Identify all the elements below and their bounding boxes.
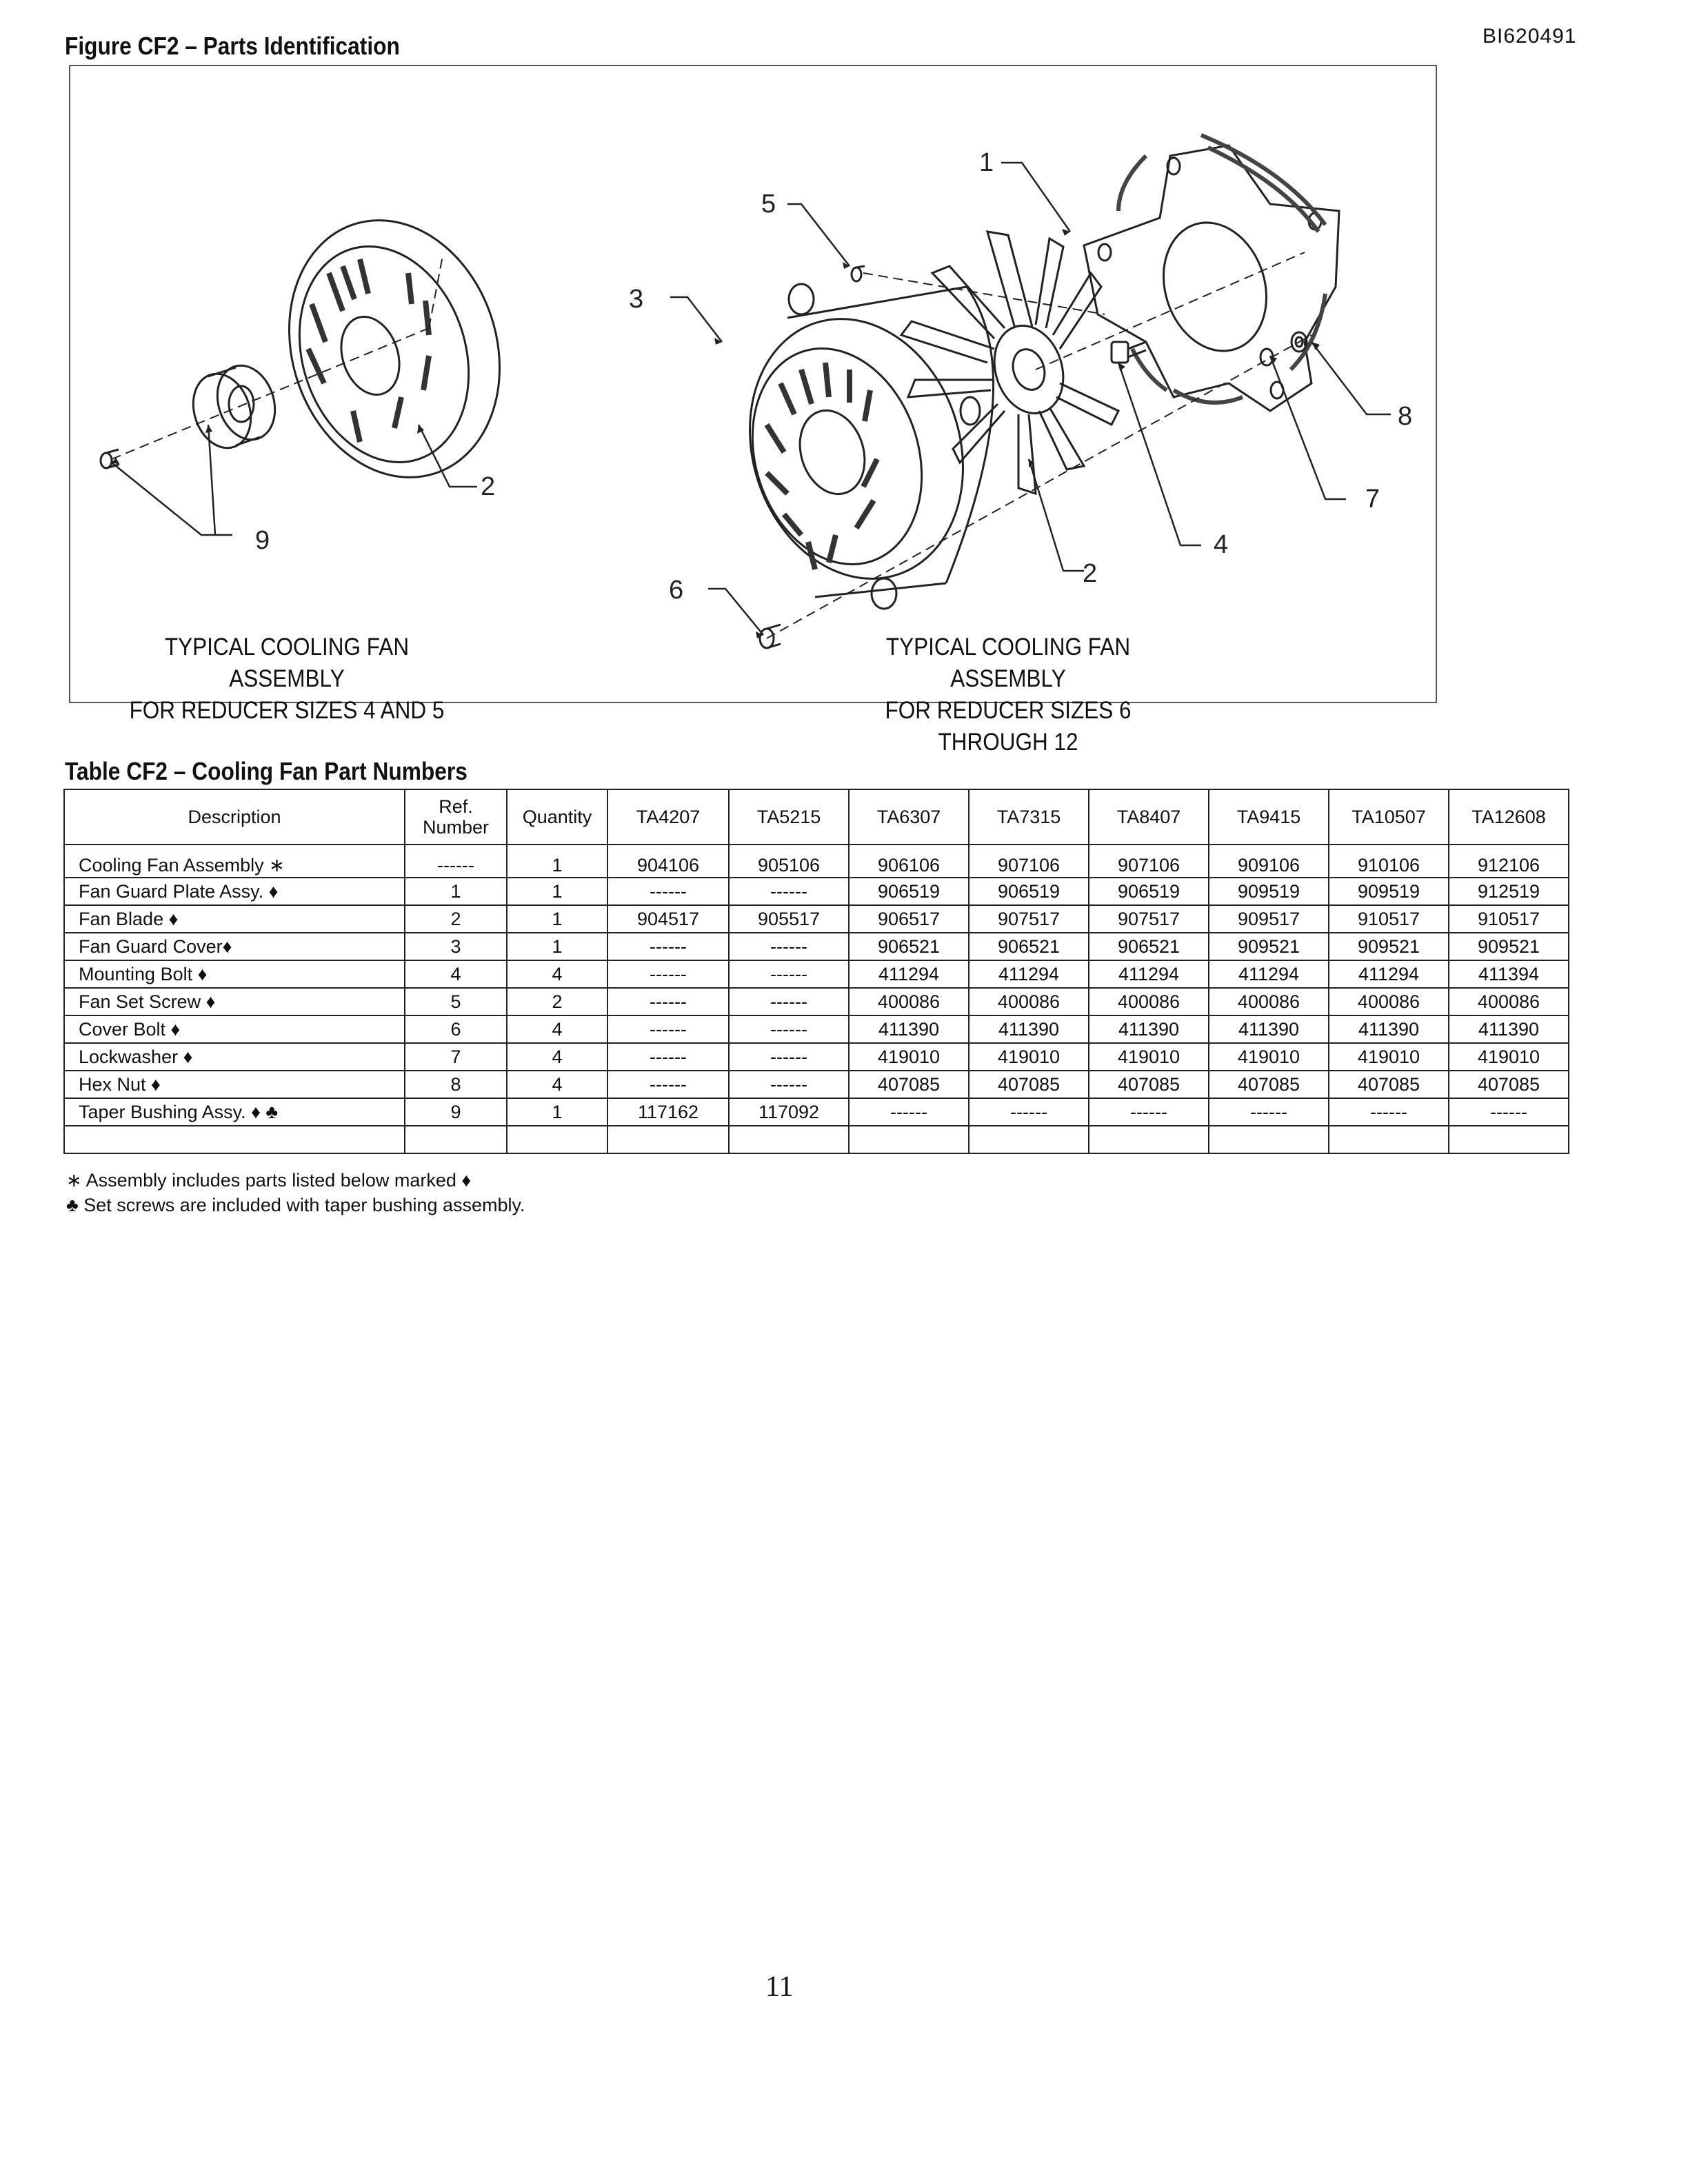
table-cell: 1	[507, 878, 607, 905]
table-cell: 411390	[1329, 1015, 1449, 1043]
table-cell: ------	[969, 1098, 1089, 1126]
table-cell: 905106	[729, 845, 849, 878]
parts-table-body	[64, 845, 1569, 1153]
callout-6: 6	[669, 576, 684, 605]
table-cell: 910106	[1329, 845, 1449, 878]
table-cell: 411294	[1209, 960, 1329, 988]
table-cell: 419010	[969, 1043, 1089, 1071]
table-row	[64, 960, 1569, 988]
table-cell: ------	[849, 1098, 969, 1126]
cell-description	[64, 1126, 405, 1153]
table-cell: 419010	[1209, 1043, 1329, 1071]
table-cell	[849, 1126, 969, 1153]
table-cell: 411390	[849, 1015, 969, 1043]
fan-guard-plate	[1084, 135, 1339, 411]
table-cell: 906519	[1089, 878, 1209, 905]
table-cell	[969, 1126, 1089, 1153]
table-cell: 1	[405, 878, 507, 905]
table-cell: ------	[607, 933, 729, 960]
table-cell	[1329, 1126, 1449, 1153]
left-caption-line1: TYPICAL COOLING FAN ASSEMBLY	[164, 634, 410, 692]
table-cell: 117092	[729, 1098, 849, 1126]
table-cell	[507, 1126, 607, 1153]
table-cell: 411394	[1449, 960, 1569, 988]
table-row	[64, 1071, 1569, 1098]
table-cell: ------	[607, 1015, 729, 1043]
table-cell: 906517	[849, 905, 969, 933]
header-ta10507: TA10507	[1329, 789, 1449, 845]
cell-description: Cover Bolt ♦	[64, 1015, 405, 1043]
header-ref-number: Ref. Number	[405, 789, 507, 845]
table-cell: ------	[1089, 1098, 1209, 1126]
table-cell: 411294	[969, 960, 1089, 988]
cell-description: Fan Guard Cover♦	[64, 933, 405, 960]
cell-description: Fan Set Screw ♦	[64, 988, 405, 1015]
table-cell: 912519	[1449, 878, 1569, 905]
table-cell: 1	[507, 845, 607, 878]
table-cell: ------	[729, 1043, 849, 1071]
header-ta7315: TA7315	[969, 789, 1089, 845]
left-fan-guard-cover	[257, 193, 532, 505]
table-cell: 419010	[1449, 1043, 1569, 1071]
table-cell: ------	[607, 988, 729, 1015]
cell-description: Mounting Bolt ♦	[64, 960, 405, 988]
table-cell: 419010	[1089, 1043, 1209, 1071]
table-row	[64, 1015, 1569, 1043]
figure-frame	[69, 65, 1437, 756]
table-cell: 906106	[849, 845, 969, 878]
table-cell: 407085	[969, 1071, 1089, 1098]
callout-9: 9	[255, 526, 270, 555]
table-cell: 906521	[969, 933, 1089, 960]
table-cell: 907517	[1089, 905, 1209, 933]
table-cell: 117162	[607, 1098, 729, 1126]
table-cell	[607, 1126, 729, 1153]
table-row	[64, 905, 1569, 933]
table-row	[64, 1043, 1569, 1071]
table-cell: 411294	[849, 960, 969, 988]
table-cell: 400086	[1329, 988, 1449, 1015]
callout-4: 4	[1214, 530, 1229, 559]
table-cell: 400086	[849, 988, 969, 1015]
table-cell: 2	[507, 988, 607, 1015]
table-cell: 9	[405, 1098, 507, 1126]
right-caption-line1: TYPICAL COOLING FAN ASSEMBLY	[885, 634, 1131, 692]
header-ta4207: TA4207	[607, 789, 729, 845]
table-row	[64, 1126, 1569, 1153]
table-cell: 906519	[969, 878, 1089, 905]
mounting-bolt	[1112, 342, 1146, 363]
footnote-set-screws: ♣ Set screws are included with taper bushing assembly.	[66, 1195, 525, 1215]
left-caption-line2: FOR REDUCER SIZES 4 AND 5	[129, 697, 445, 724]
callout-2-left: 2	[481, 472, 496, 501]
table-cell: ------	[729, 933, 849, 960]
table-cell: ------	[607, 960, 729, 988]
cell-description: Lockwasher ♦	[64, 1043, 405, 1071]
table-cell: ------	[729, 1015, 849, 1043]
header-description: Description	[64, 789, 405, 845]
callout-8: 8	[1398, 402, 1413, 431]
table-cell: 4	[405, 960, 507, 988]
table-cell: 909521	[1209, 933, 1329, 960]
table-cell: ------	[607, 1043, 729, 1071]
table-cell: 4	[507, 960, 607, 988]
cell-description: Cooling Fan Assembly ∗	[64, 845, 405, 878]
cell-description: Hex Nut ♦	[64, 1071, 405, 1098]
right-caption-line2: FOR REDUCER SIZES 6 THROUGH 12	[885, 697, 1132, 756]
table-cell	[1089, 1126, 1209, 1153]
table-cell: 400086	[1089, 988, 1209, 1015]
table-cell: 411390	[1449, 1015, 1569, 1043]
table-row	[64, 1098, 1569, 1126]
table-cell: 910517	[1449, 905, 1569, 933]
table-cell: 904106	[607, 845, 729, 878]
table-cell: 407085	[1209, 1071, 1329, 1098]
table-cell: 909521	[1329, 933, 1449, 960]
table-cell: 400086	[1209, 988, 1329, 1015]
table-row	[64, 845, 1569, 878]
exploded-assembly-drawing	[70, 66, 1436, 702]
table-cell: 407085	[1449, 1071, 1569, 1098]
set-screw-5	[852, 266, 865, 281]
table-cell: 906521	[849, 933, 969, 960]
table-cell: 6	[405, 1015, 507, 1043]
taper-bushing	[184, 358, 284, 455]
table-cell: 411294	[1089, 960, 1209, 988]
table-cell: 411390	[1089, 1015, 1209, 1043]
document-code: BI620491	[1483, 25, 1577, 48]
footnotes	[66, 1168, 525, 1217]
callout-3: 3	[629, 285, 644, 314]
table-cell: 4	[507, 1071, 607, 1098]
table-cell: 905517	[729, 905, 849, 933]
table-cell: 907106	[1089, 845, 1209, 878]
table-cell: ------	[1449, 1098, 1569, 1126]
table-cell	[405, 1126, 507, 1153]
table-cell: 907517	[969, 905, 1089, 933]
callout-2-right: 2	[1083, 559, 1098, 588]
figure-title: Figure CF2 – Parts Identification	[65, 32, 400, 60]
table-cell: 1	[507, 1098, 607, 1126]
table-cell: ------	[1329, 1098, 1449, 1126]
table-cell: 906519	[849, 878, 969, 905]
table-cell: 411294	[1329, 960, 1449, 988]
left-caption	[119, 631, 454, 727]
parts-table	[63, 789, 1569, 1154]
table-cell: 2	[405, 905, 507, 933]
callout-7: 7	[1365, 485, 1380, 514]
table-cell: 407085	[1329, 1071, 1449, 1098]
table-cell: ------	[729, 988, 849, 1015]
table-cell: 3	[405, 933, 507, 960]
table-cell: ------	[729, 960, 849, 988]
table-cell: ------	[405, 845, 507, 878]
table-cell: 909521	[1449, 933, 1569, 960]
table-cell: 904517	[607, 905, 729, 933]
table-cell: 909106	[1209, 845, 1329, 878]
table-cell: 419010	[849, 1043, 969, 1071]
table-cell: ------	[607, 1071, 729, 1098]
table-cell: 906521	[1089, 933, 1209, 960]
cell-description: Fan Blade ♦	[64, 905, 405, 933]
cell-description: Taper Bushing Assy. ♦ ♣	[64, 1098, 405, 1126]
table-cell: 419010	[1329, 1043, 1449, 1071]
table-cell: ------	[1209, 1098, 1329, 1126]
table-cell: 909517	[1209, 905, 1329, 933]
table-row	[64, 933, 1569, 960]
header-ta5215: TA5215	[729, 789, 849, 845]
table-cell: 909519	[1209, 878, 1329, 905]
footnote-assembly: ∗ Assembly includes parts listed below marked ♦	[66, 1170, 472, 1191]
callout-1: 1	[979, 148, 994, 177]
header-ta12608: TA12608	[1449, 789, 1569, 845]
table-cell: 8	[405, 1071, 507, 1098]
table-cell: 411390	[1209, 1015, 1329, 1043]
table-cell: 4	[507, 1015, 607, 1043]
fan-blade	[901, 232, 1118, 494]
table-cell: 1	[507, 905, 607, 933]
header-ta8407: TA8407	[1089, 789, 1209, 845]
table-cell: 912106	[1449, 845, 1569, 878]
table-cell: 407085	[849, 1071, 969, 1098]
table-cell: 411390	[969, 1015, 1089, 1043]
table-cell: 907106	[969, 845, 1089, 878]
table-title: Table CF2 – Cooling Fan Part Numbers	[65, 757, 468, 785]
table-cell: ------	[607, 878, 729, 905]
table-cell	[729, 1126, 849, 1153]
table-cell: 400086	[969, 988, 1089, 1015]
table-header-row	[64, 789, 1569, 845]
table-cell: 400086	[1449, 988, 1569, 1015]
table-cell: 1	[507, 933, 607, 960]
header-ta6307: TA6307	[849, 789, 969, 845]
table-row	[64, 878, 1569, 905]
table-cell: 7	[405, 1043, 507, 1071]
table-cell: 5	[405, 988, 507, 1015]
table-cell	[1209, 1126, 1329, 1153]
table-cell: 910517	[1329, 905, 1449, 933]
cell-description: Fan Guard Plate Assy. ♦	[64, 878, 405, 905]
table-cell: 4	[507, 1043, 607, 1071]
table-row	[64, 988, 1569, 1015]
table-cell	[1449, 1126, 1569, 1153]
header-ta9415: TA9415	[1209, 789, 1329, 845]
right-caption	[834, 631, 1182, 758]
table-cell: 407085	[1089, 1071, 1209, 1098]
header-quantity: Quantity	[507, 789, 607, 845]
callout-5: 5	[761, 190, 776, 219]
page-number: 11	[765, 1971, 794, 2003]
table-cell: 909519	[1329, 878, 1449, 905]
table-cell: ------	[729, 1071, 849, 1098]
table-cell: ------	[729, 878, 849, 905]
